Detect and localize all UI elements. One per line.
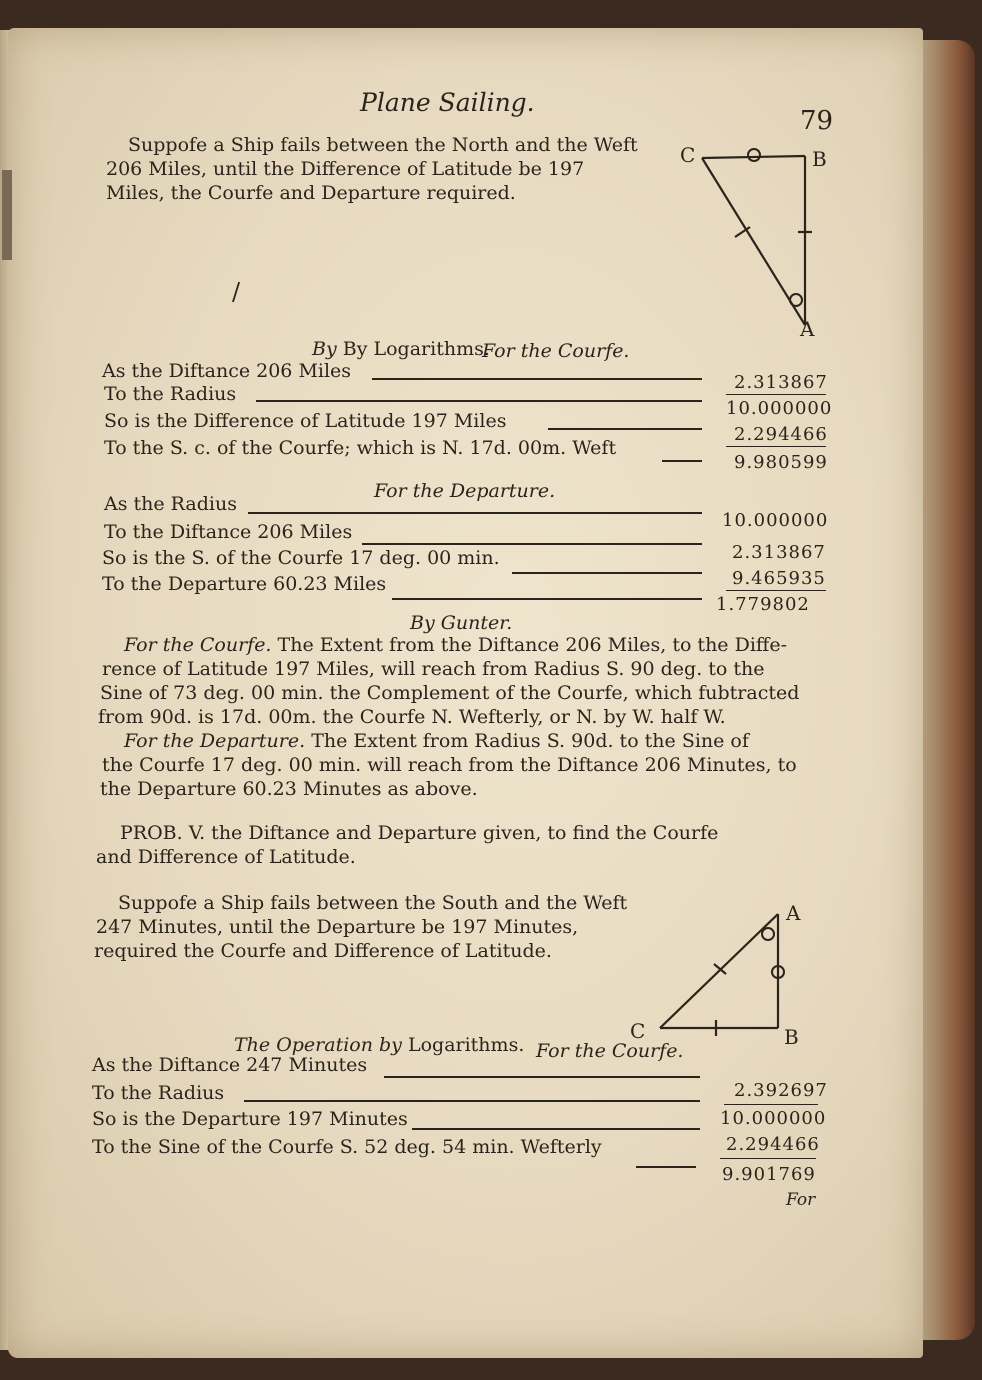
intro-line: Miles, the Courfe and Departure required. [106, 182, 516, 204]
ink-mark: / [232, 278, 241, 306]
figure-label-b: B [812, 147, 827, 171]
intro-line: 206 Miles, until the Difference of Latitude be 197 [106, 158, 585, 180]
dashed-leader [662, 460, 702, 462]
log-row-text: As the Radius [104, 493, 237, 515]
binding-mark [2, 170, 12, 260]
problem5-title: and Difference of Latitude. [96, 846, 356, 868]
log-row-text: So is the Difference of Latitude 197 Miles [104, 410, 507, 432]
dashed-leader [392, 598, 702, 600]
figure-label-c: C [630, 1019, 646, 1043]
log-row-text: To the Departure 60.23 Miles [102, 573, 387, 595]
dashed-leader [244, 1100, 700, 1102]
triangle-figure-2 [630, 900, 820, 1050]
log-row-text: So is the S. of the Courfe 17 deg. 00 min. [102, 547, 500, 569]
log-row-text: To the S. c. of the Courfe; which is N. 17d. 00m. Weft [104, 437, 617, 459]
value-rule [726, 446, 826, 447]
log-row-text: As the Diftance 206 Miles [102, 360, 352, 382]
page-number: 79 [800, 106, 834, 136]
page-header [0, 88, 982, 136]
dashed-leader [248, 512, 702, 514]
gunter-text: from 90d. is 17d. 00m. the Courfe N. Wefterly, or N. by W. half W. [98, 706, 726, 728]
figure-label-b: B [784, 1025, 799, 1049]
intro-line: 247 Minutes, until the Departure be 197 Minutes, [96, 916, 579, 938]
value-rule [724, 1104, 818, 1105]
log-row-text: To the Radius [92, 1082, 225, 1104]
triangle-figure-1 [680, 140, 840, 350]
gunter-text: rence of Latitude 197 Miles, will reach from Radius S. 90 deg. to the [102, 658, 765, 680]
gunter-text: For the Courfe. The Extent from the Diftance 206 Miles, to the Diffe- [124, 634, 788, 656]
log-value: 9.465935 [732, 568, 826, 589]
figure-label-a: A [786, 901, 801, 925]
log-value: 10.000000 [722, 510, 829, 531]
departure-heading: For the Departure. [374, 480, 556, 502]
log-value: 2.313867 [732, 542, 826, 563]
log-row-text: So is the Departure 197 Minutes [92, 1108, 408, 1130]
log-value: 10.000000 [720, 1108, 827, 1129]
log-row-text: To the Diftance 206 Miles [104, 521, 353, 543]
dashed-leader [256, 400, 702, 402]
gunter-text: Sine of 73 deg. 00 min. the Complement of the Courfe, which fubtracted [100, 682, 800, 704]
dashed-leader [412, 1128, 700, 1130]
problem5-title: PROB. V. the Diftance and Departure given, to find the Courfe [120, 822, 719, 844]
dashed-leader [512, 572, 702, 574]
gunter-text: the Courfe 17 deg. 00 min. will reach from the Diftance 206 Minutes, to [102, 754, 797, 776]
course-heading: For the Courfe. [536, 1040, 684, 1062]
course-heading: For the Courfe. [482, 340, 630, 362]
log-value: 9.980599 [734, 452, 828, 473]
gunter-heading: By Gunter. [410, 612, 513, 634]
dashed-leader [548, 428, 702, 430]
log-value: 1.779802 [716, 594, 810, 615]
value-rule [720, 1158, 816, 1159]
intro-line: required the Courfe and Difference of Latitude. [94, 940, 552, 962]
log-value: 2.313867 [734, 372, 828, 393]
log-value: 2.294466 [726, 1134, 820, 1155]
intro-line: Suppofe a Ship fails between the South and the Weft [118, 892, 628, 914]
log-value: 2.294466 [734, 424, 828, 445]
value-rule [726, 394, 826, 395]
gunter-text: For the Departure. The Extent from Radius S. 90d. to the Sine of [124, 730, 749, 752]
value-rule [726, 590, 826, 591]
dashed-leader [372, 378, 702, 380]
figure-label-a: A [800, 317, 815, 341]
dashed-leader [384, 1076, 700, 1078]
logarithms-heading: By By Logarithms. [312, 338, 490, 360]
log-row-text: As the Diftance 247 Minutes [92, 1054, 368, 1076]
catchword: For [786, 1190, 816, 1210]
gunter-text: the Departure 60.23 Minutes as above. [100, 778, 478, 800]
dashed-leader [362, 543, 702, 545]
log-value: 10.000000 [726, 398, 833, 419]
running-head: Plane Sailing. [360, 88, 535, 117]
log-row-text: To the Radius [104, 383, 237, 405]
figure-label-c: C [680, 143, 696, 167]
dashed-leader [636, 1166, 696, 1168]
intro-line: Suppofe a Ship fails between the North and the Weft [128, 134, 638, 156]
log-value: 2.392697 [734, 1080, 828, 1101]
log-row-text: To the Sine of the Courfe S. 52 deg. 54 min. Wefterly [92, 1136, 602, 1158]
log-value: 9.901769 [722, 1164, 816, 1185]
operation-heading: The Operation by Logarithms. [234, 1034, 525, 1056]
